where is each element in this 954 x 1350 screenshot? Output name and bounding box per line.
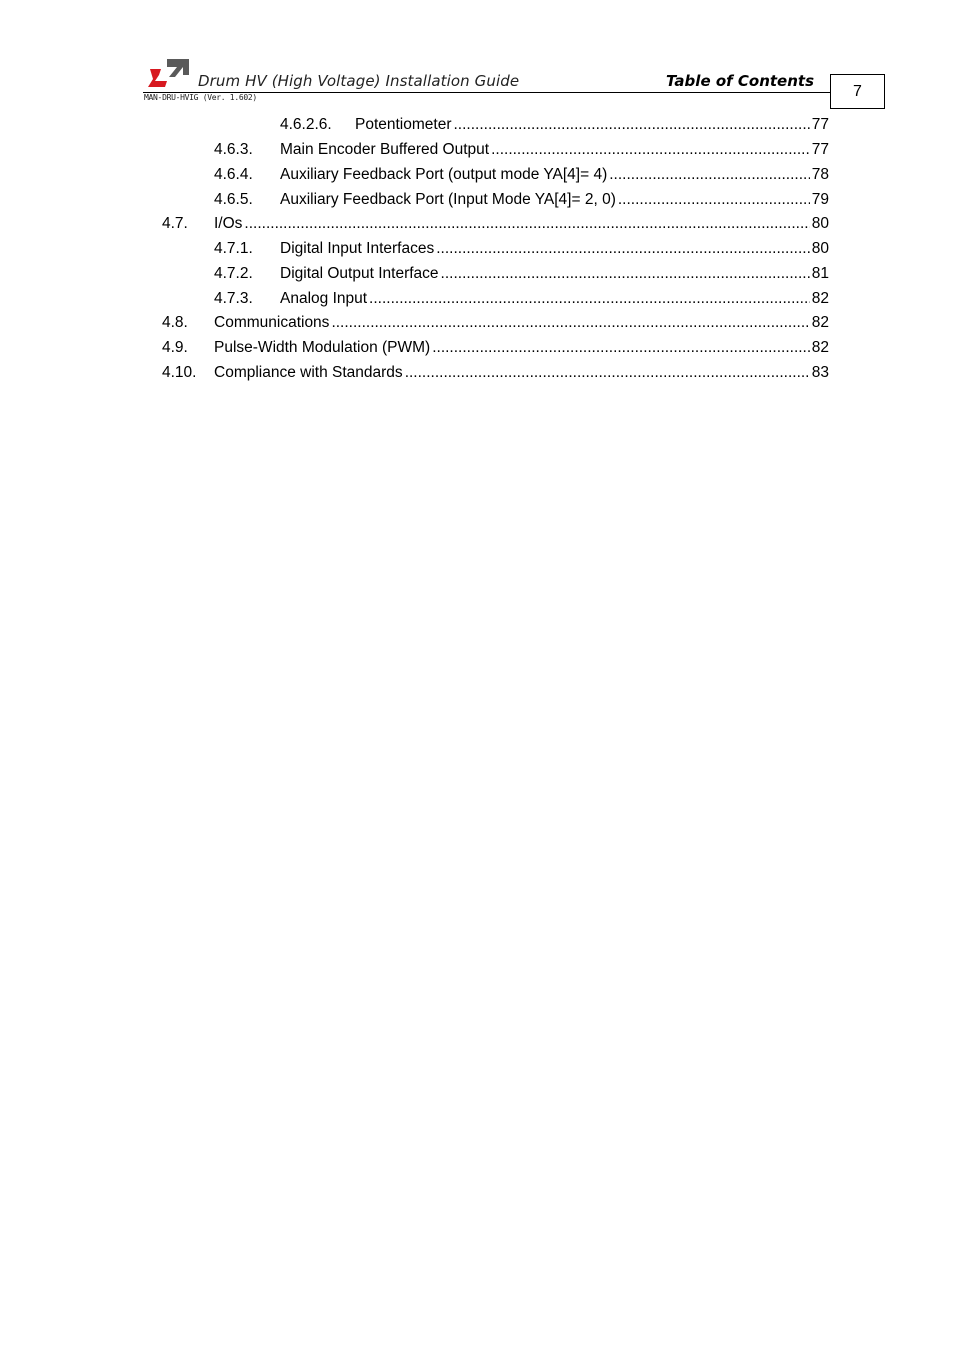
toc-entry-title: I/Os bbox=[214, 215, 243, 232]
toc-leader-dots bbox=[331, 312, 809, 334]
toc-entry-number: 4.7. bbox=[162, 215, 188, 232]
toc-entry-page: 83 bbox=[811, 364, 829, 381]
toc-entry-page: 81 bbox=[811, 265, 829, 282]
toc-entry-number: 4.6.2.6. bbox=[280, 116, 332, 133]
toc-entry[interactable] bbox=[162, 337, 829, 359]
company-logo bbox=[147, 57, 191, 89]
toc-entry-number: 4.6.3. bbox=[214, 141, 253, 158]
toc-entry-page: 80 bbox=[811, 240, 829, 257]
page-number: 7 bbox=[853, 82, 862, 100]
toc-entry-number: 4.10. bbox=[162, 364, 197, 381]
toc-entry-title: Main Encoder Buffered Output bbox=[280, 141, 490, 158]
toc-entry-title: Communications bbox=[214, 314, 330, 331]
toc-entry[interactable] bbox=[162, 312, 829, 334]
section-title: Table of Contents bbox=[665, 72, 814, 90]
toc-entry[interactable] bbox=[214, 139, 829, 161]
toc-entry-number: 4.7.3. bbox=[214, 290, 253, 307]
toc-entry[interactable] bbox=[214, 263, 829, 285]
toc-entry[interactable] bbox=[214, 164, 829, 186]
toc-leader-dots bbox=[618, 189, 810, 211]
toc-leader-dots bbox=[436, 238, 810, 260]
toc-entry[interactable] bbox=[280, 114, 829, 136]
toc-entry-title: Auxiliary Feedback Port (output mode YA[4]= 4) bbox=[280, 166, 608, 183]
toc-leader-dots bbox=[244, 213, 809, 235]
toc-entry-page: 80 bbox=[811, 215, 829, 232]
document-code: MAN-DRU-HVIG (Ver. 1.602) bbox=[144, 93, 257, 102]
page-number-box bbox=[830, 74, 885, 109]
toc-entry-title: Potentiometer bbox=[355, 116, 452, 133]
toc-entry[interactable] bbox=[214, 288, 829, 310]
toc-entry[interactable] bbox=[162, 213, 829, 235]
toc-entry-title: Analog Input bbox=[280, 290, 368, 307]
toc-entry-number: 4.7.1. bbox=[214, 240, 253, 257]
toc-entry-page: 82 bbox=[811, 290, 829, 307]
toc-entry-title: Auxiliary Feedback Port (Input Mode YA[4]= 2, 0) bbox=[280, 191, 616, 208]
toc-entry-title: Digital Output Interface bbox=[280, 265, 439, 282]
toc-entry-page: 77 bbox=[811, 141, 829, 158]
document-title: Drum HV (High Voltage) Installation Guide bbox=[198, 72, 520, 90]
toc-entry-number: 4.9. bbox=[162, 339, 188, 356]
toc-leader-dots bbox=[491, 139, 810, 161]
toc-leader-dots bbox=[441, 263, 810, 285]
toc-entry[interactable] bbox=[214, 189, 829, 211]
toc-entry-page: 78 bbox=[811, 166, 829, 183]
toc-leader-dots bbox=[405, 362, 810, 384]
toc-entry-title: Digital Input Interfaces bbox=[280, 240, 435, 257]
toc-entry[interactable] bbox=[214, 238, 829, 260]
toc-entry-number: 4.6.4. bbox=[214, 166, 253, 183]
toc-entry-page: 82 bbox=[811, 314, 829, 331]
toc-leader-dots bbox=[369, 288, 810, 310]
toc-entry-number: 4.6.5. bbox=[214, 191, 253, 208]
toc-leader-dots bbox=[609, 164, 810, 186]
logo-graphic bbox=[147, 57, 191, 89]
toc-entry-page: 79 bbox=[811, 191, 829, 208]
toc-entry-title: Pulse-Width Modulation (PWM) bbox=[214, 339, 431, 356]
toc-leader-dots bbox=[432, 337, 810, 359]
toc-entry-number: 4.8. bbox=[162, 314, 188, 331]
toc-entry-page: 82 bbox=[811, 339, 829, 356]
toc-leader-dots bbox=[454, 114, 810, 136]
toc-entry-title: Compliance with Standards bbox=[214, 364, 403, 381]
toc-entry-page: 77 bbox=[811, 116, 829, 133]
toc-entry-number: 4.7.2. bbox=[214, 265, 253, 282]
toc-entry[interactable] bbox=[162, 362, 829, 384]
